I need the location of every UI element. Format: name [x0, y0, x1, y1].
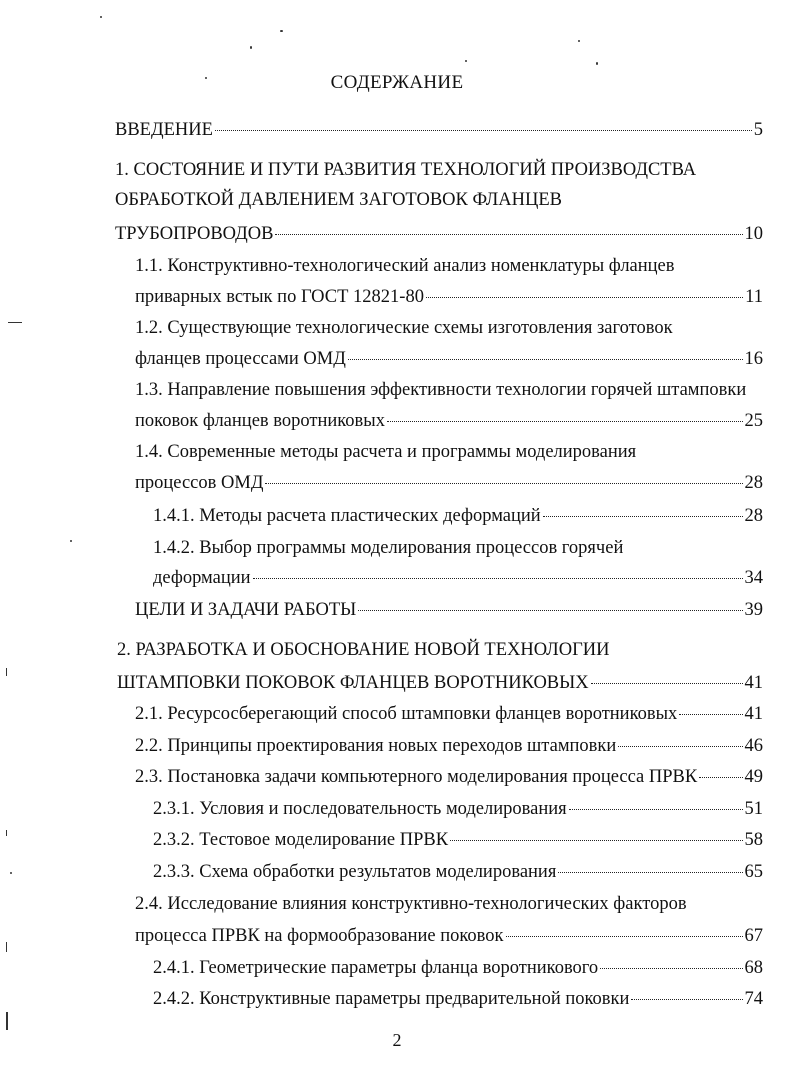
toc-entry-label: 2.4.2. Конструктивные параметры предварительной поковки [153, 989, 630, 1009]
toc-entry-label: деформации [153, 568, 251, 588]
toc-entry-goals[interactable] [135, 598, 763, 622]
toc-entry-label: ШТАМПОВКИ ПОКОВОК ФЛАНЦЕВ ВОРОТНИКОВЫХ [117, 673, 589, 693]
dot-leader [699, 777, 742, 778]
toc-entry-2-3-2[interactable] [153, 828, 763, 852]
toc-entry-label: 1.4.1. Методы расчета пластических деформаций [153, 506, 541, 526]
toc-entry-label: поковок фланцев воротниковых [135, 411, 385, 431]
dot-leader [569, 809, 743, 810]
scan-speck [10, 872, 12, 874]
toc-entry-2-4-line1[interactable]: 2.4. Исследование влияния конструктивно-технологических факторов [135, 894, 687, 914]
scan-speck [6, 830, 7, 836]
toc-entry-1-3[interactable] [135, 409, 763, 433]
toc-page-number: 25 [744, 411, 763, 431]
toc-entry-1-2-line1[interactable]: 1.2. Существующие технологические схемы изготовления заготовок [135, 318, 673, 338]
toc-page-number: 5 [753, 120, 763, 140]
toc-entry-label: 2.4.1. Геометрические параметры фланца воротникового [153, 958, 599, 978]
toc-entry-label: 2.3. Постановка задачи компьютерного моделирования процесса ПРВК [135, 767, 698, 787]
dot-leader [618, 746, 742, 747]
toc-entry-label: ВВЕДЕНИЕ [115, 120, 213, 140]
dot-leader [253, 578, 743, 579]
toc-entry-1-4-line1[interactable]: 1.4. Современные методы расчета и программы моделирования [135, 442, 637, 462]
scan-speck [70, 540, 72, 542]
toc-entry-2-4-2[interactable] [153, 987, 763, 1011]
toc-entry-2-3[interactable] [135, 765, 763, 789]
dot-leader [426, 297, 743, 298]
scan-speck [596, 62, 598, 65]
toc-page-number: 41 [744, 704, 763, 724]
toc-entry-1-1-line1[interactable]: 1.1. Конструктивно-технологический анализ номенклатуры фланцев [135, 256, 675, 276]
toc-entry-1-4-1[interactable] [153, 504, 763, 528]
toc-page-number: 28 [744, 506, 763, 526]
toc-entry-1-3-line1[interactable]: 1.3. Направление повышения эффективности технологии горячей штамповки [135, 380, 747, 400]
toc-entry-1-1[interactable] [135, 285, 763, 309]
toc-entry-label: 2.3.3. Схема обработки результатов моделирования [153, 862, 557, 882]
dot-leader [543, 516, 743, 517]
dot-leader [679, 714, 742, 715]
toc-entry-1-4-2[interactable] [153, 566, 763, 590]
toc-page-number: 41 [744, 673, 763, 693]
dot-leader [387, 421, 743, 422]
toc-entry-2-2[interactable] [135, 734, 763, 758]
toc-page-number: 51 [744, 799, 763, 819]
toc-entry-label: ЦЕЛИ И ЗАДАЧИ РАБОТЫ [135, 600, 357, 620]
dot-leader [558, 872, 742, 873]
toc-entry-label: процессов ОМД [135, 473, 264, 493]
scan-speck [465, 60, 467, 62]
toc-entry-2-1[interactable] [135, 702, 763, 726]
scan-speck [205, 77, 207, 79]
toc-page-number: 58 [744, 830, 763, 850]
toc-page-number: 74 [744, 989, 763, 1009]
toc-entry-2-3-1[interactable] [153, 797, 763, 821]
scan-speck [100, 16, 102, 18]
toc-entry-2-3-3[interactable] [153, 860, 763, 884]
toc-entry-1-4[interactable] [135, 471, 763, 495]
scan-speck [6, 668, 7, 676]
toc-page-number: 34 [744, 568, 763, 588]
scan-speck [578, 40, 580, 42]
toc-page-number: 65 [744, 862, 763, 882]
scan-speck [250, 46, 252, 49]
dot-leader [631, 999, 742, 1000]
toc-entry-2-4[interactable] [135, 924, 763, 948]
toc-entry-1-4-2-line1[interactable]: 1.4.2. Выбор программы моделирования процессов горячей [153, 538, 624, 558]
toc-entry-ch1-line1[interactable]: 1. СОСТОЯНИЕ И ПУТИ РАЗВИТИЯ ТЕХНОЛОГИЙ ПРОИЗВОДСТВА [115, 160, 697, 180]
toc-page-number: 10 [744, 224, 763, 244]
toc-entry-label: 2.1. Ресурсосберегающий способ штамповки фланцев воротниковых [135, 704, 678, 724]
toc-page-number: 28 [744, 473, 763, 493]
toc-entry-label: ТРУБОПРОВОДОВ [115, 224, 274, 244]
dot-leader [506, 936, 743, 937]
dot-leader [600, 968, 742, 969]
toc-entry-label: приварных встык по ГОСТ 12821-80 [135, 287, 424, 307]
dot-leader [275, 234, 742, 235]
toc-page-number: 68 [744, 958, 763, 978]
toc-page-number: 67 [744, 926, 763, 946]
toc-entry-ch2[interactable] [117, 671, 763, 695]
toc-page-number: 49 [744, 767, 763, 787]
toc-entry-1-2[interactable] [135, 347, 763, 371]
dot-leader [450, 840, 742, 841]
toc-entry-ch2-line1[interactable]: 2. РАЗРАБОТКА И ОБОСНОВАНИЕ НОВОЙ ТЕХНОЛОГИИ [117, 640, 610, 660]
toc-entry-ch1-line2[interactable]: ОБРАБОТКОЙ ДАВЛЕНИЕМ ЗАГОТОВОК ФЛАНЦЕВ [115, 190, 562, 210]
page-title: СОДЕРЖАНИЕ [330, 72, 464, 93]
dot-leader [215, 130, 752, 131]
page-number: 2 [392, 1030, 402, 1050]
toc-page-number: 16 [744, 349, 763, 369]
toc-entry-intro[interactable] [115, 118, 763, 142]
dot-leader [591, 683, 743, 684]
toc-entry-ch1[interactable] [115, 222, 763, 246]
toc-entry-label: фланцев процессами ОМД [135, 349, 346, 369]
scan-speck [6, 942, 7, 952]
dot-leader [348, 359, 743, 360]
toc-entry-label: 2.3.2. Тестовое моделирование ПРВК [153, 830, 449, 850]
scan-speck [8, 322, 22, 323]
toc-entry-label: 2.2. Принципы проектирования новых переходов штамповки [135, 736, 617, 756]
toc-page-number: 39 [744, 600, 763, 620]
toc-page-number: 11 [745, 287, 763, 307]
toc-entry-label: 2.3.1. Условия и последовательность моделирования [153, 799, 567, 819]
scan-speck [280, 30, 283, 32]
toc-entry-label: процесса ПРВК на формообразование поковок [135, 926, 504, 946]
dot-leader [265, 483, 742, 484]
scan-speck [6, 1012, 8, 1030]
dot-leader [358, 610, 742, 611]
toc-page-number: 46 [744, 736, 763, 756]
toc-entry-2-4-1[interactable] [153, 956, 763, 980]
